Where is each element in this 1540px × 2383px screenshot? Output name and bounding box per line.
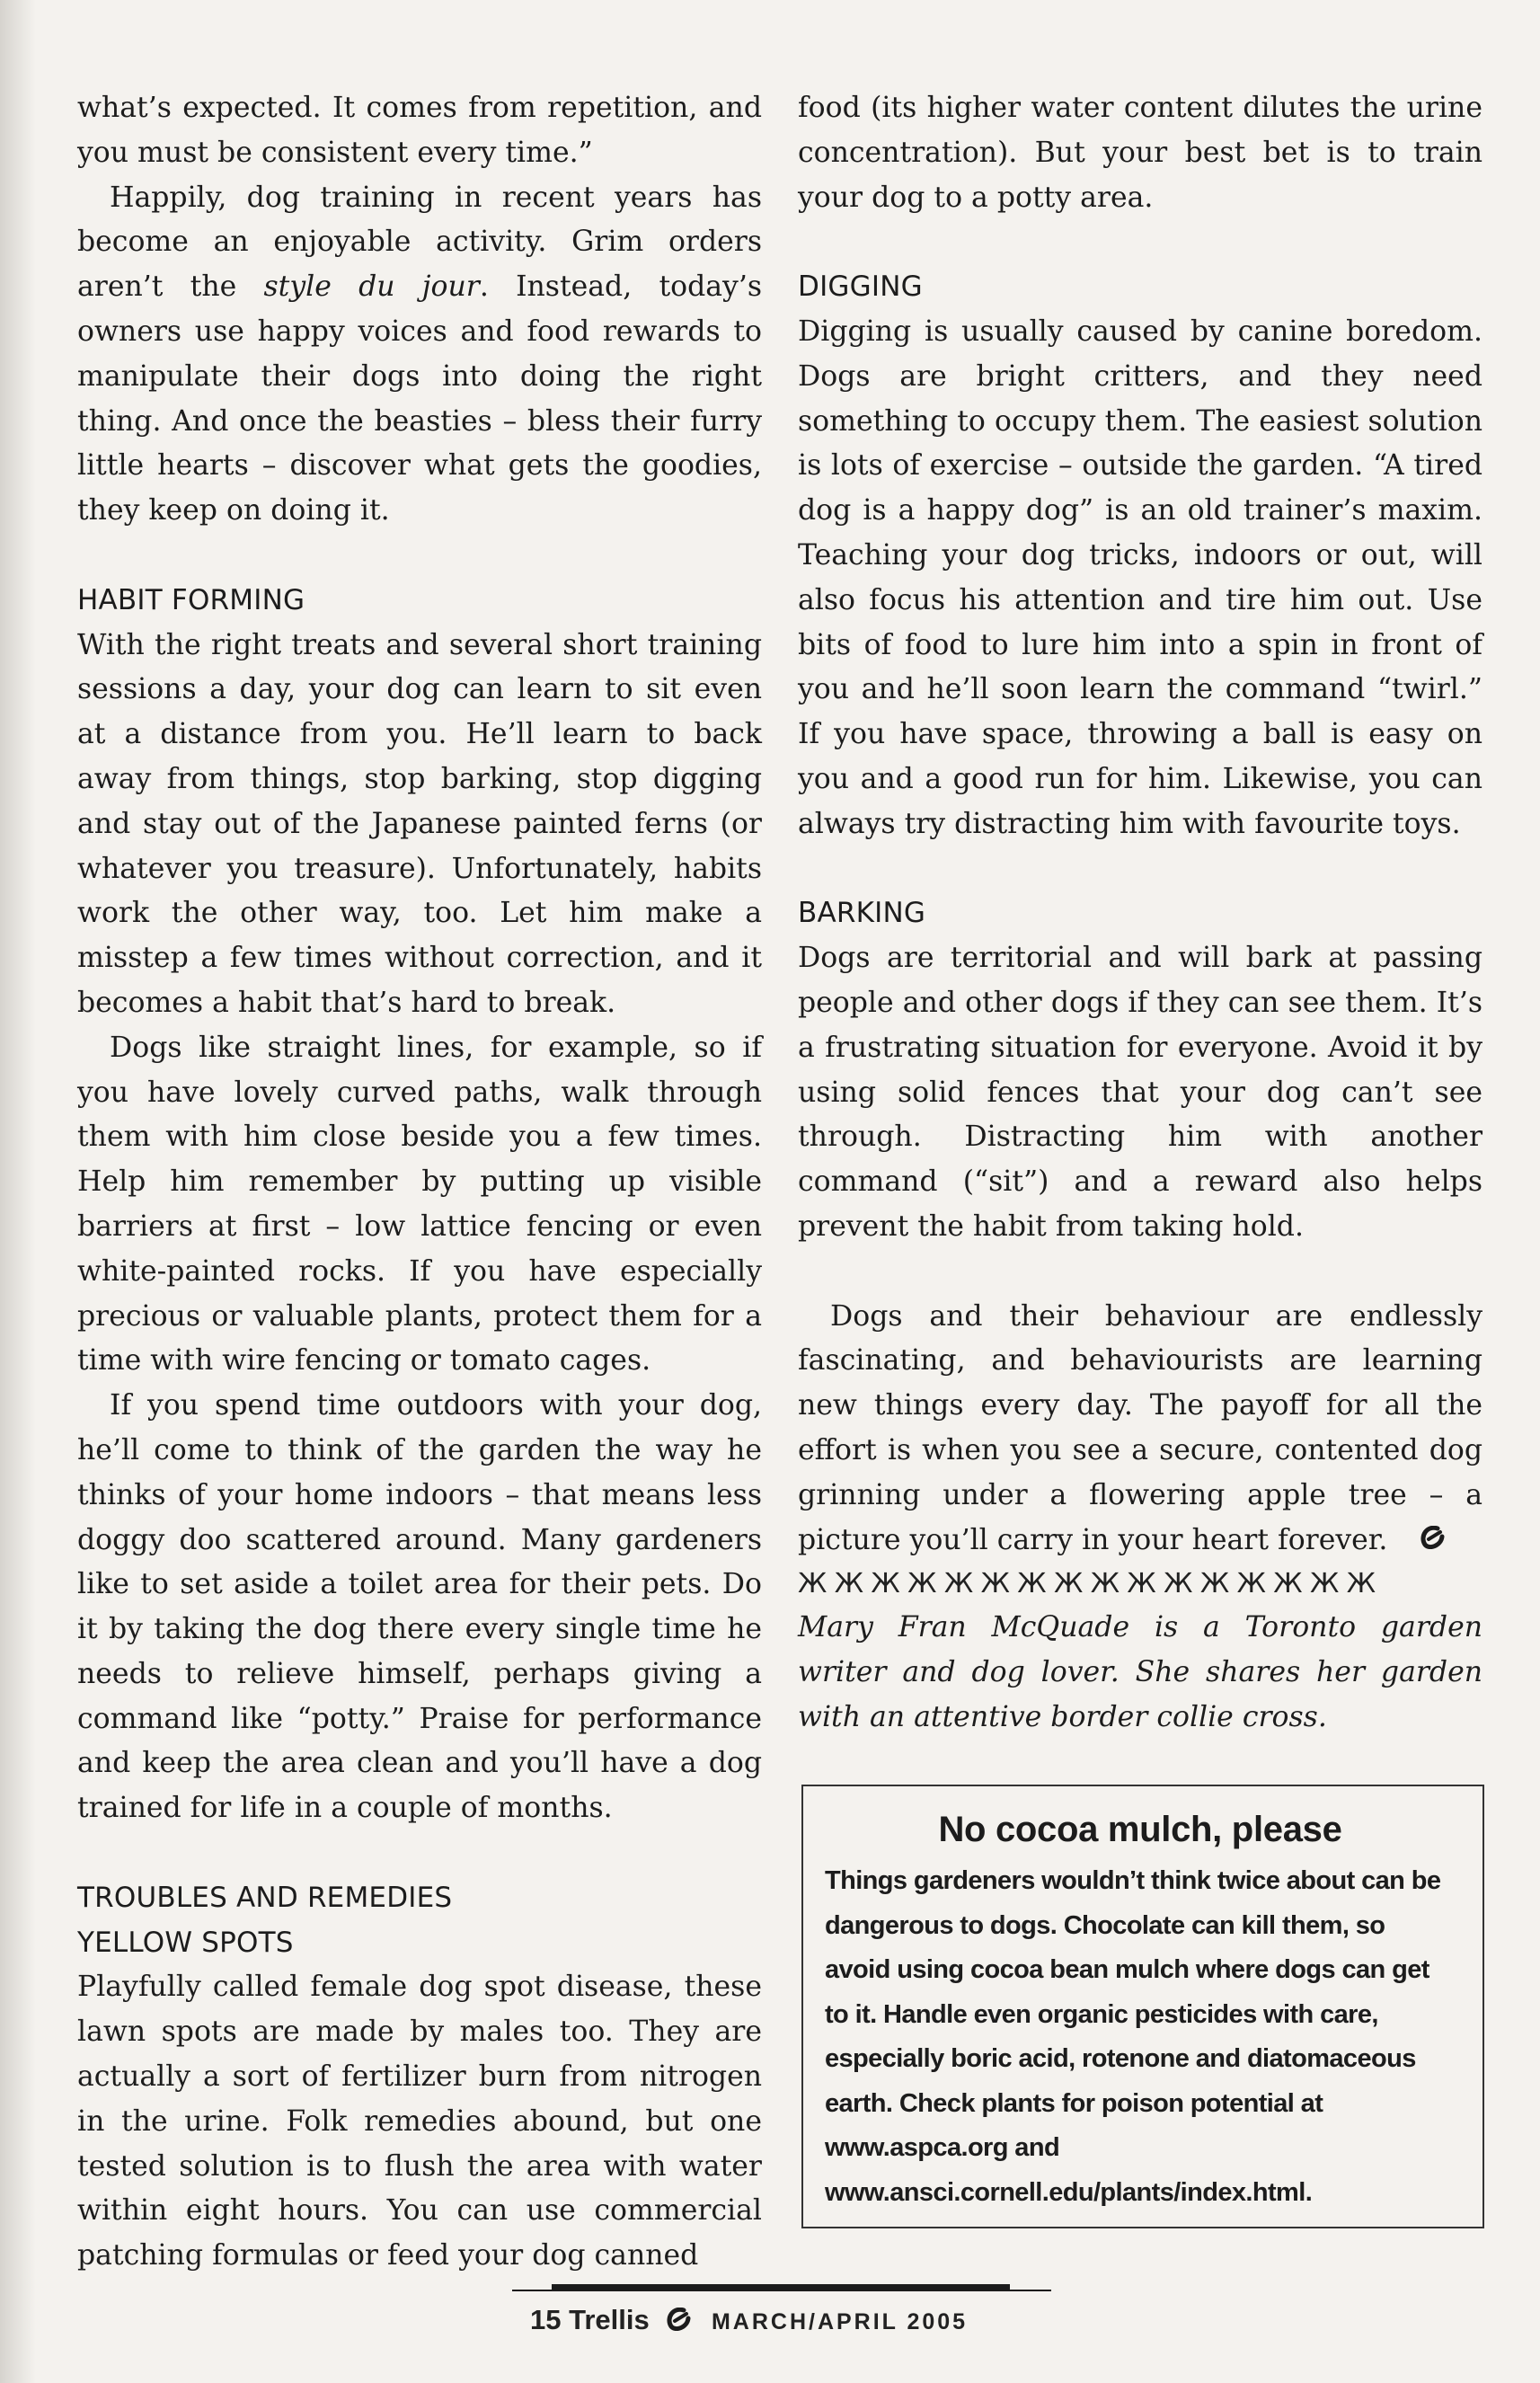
yellow-spots-heading: YELLOW SPOTS (77, 1926, 294, 1959)
training-text-italic: style du jour (263, 270, 480, 304)
page-number: 15 (530, 2304, 562, 2335)
habit-paragraph-2: Dogs like straight lines, for example, so if you have lovely curved paths, walk through them with him close beside you a few times. Help him remember by putting up visible barriers at first – low lattice fencing or even white-painted rocks. If you have especially precious or valuable plants, protect them for a time with wire fencing or tomato cages. (77, 1031, 762, 1378)
closing-paragraph (798, 1295, 1482, 1564)
right-column (798, 86, 1482, 1741)
yellow-spots-paragraph: Playfully called female dog spot disease, these lawn spots are made by males too. They are actually a sort of fertilizer burn from nitrogen in the urine. Folk remedies abound, but one tested solution is to flush the area with water within eight hours. You can use commercial patching formulas or feed your dog canned (77, 1971, 762, 2272)
cocoa-mulch-sidebar (801, 1785, 1484, 2228)
footer-line (530, 2304, 968, 2338)
author-bio: Mary Fran McQuade is a Toronto garden writer and dog lover. She shares her garden with an attentive border collie cross. (798, 1611, 1482, 1733)
page-binding-shadow (0, 0, 36, 2383)
training-text-end: . Instead, today’s owners use happy voices and food rewards to manipulate their dogs into doing the right thing. And once the beasties – bless their furry little hearts – discover what gets the goodies, they keep on doing it. (77, 270, 762, 527)
training-text-start: Happily, dog training in recent years has become an enjoyable activity. Grim orders aren’t the (77, 181, 762, 304)
ornament-divider-icon: ЖЖЖЖЖЖЖЖЖЖЖЖЖЖЖЖ (798, 1568, 1384, 1600)
troubles-heading: TROUBLES AND REMEDIES (77, 1881, 453, 1914)
magazine-name: Trellis (569, 2304, 650, 2335)
issue-date: MARCH/APRIL 2005 (711, 2309, 969, 2334)
training-paragraph (77, 176, 762, 534)
habit-paragraph-1: With the right treats and several short training sessions a day, your dog can learn to sit even at a distance from you. He’ll learn to back away from things, stop barking, stop digging and stay out of the Japanese painted ferns (or whatever you treasure). Unfortunately, habits work the other way, too. Let him make a misstep a few times without correction, and it becomes a habit that’s hard to break. (77, 628, 762, 1019)
sidebar-body: Things gardeners wouldn’t think twice about can be dangerous to dogs. Chocolate can kill them, so avoid using cocoa bean mulch where dogs can get to it. Handle even organic pesticides with care, especially boric acid, rotenone and diatomaceous earth. Check plants for poison potential at www.aspca.org and www.ansci.cornell.edu/plants/index.html. (825, 1866, 1441, 2207)
closing-text: Dogs and their behaviour are endlessly fascinating, and behaviourists are learning new things every day. The payoff for all the effort is when you see a secure, contented dog grinning under a flowering apple tree – a picture you’ll carry in your heart forever. (798, 1299, 1482, 1556)
sidebar-title: No cocoa mulch, please (938, 1810, 1342, 1849)
digging-paragraph: Digging is usually caused by canine boredom. Dogs are bright critters, and they need something to occupy them. The easiest solution is lots of exercise – outside the garden. “A tired dog is a happy dog” is an old trainer’s maxim. Teaching your dog tricks, indoors or out, will also focus his attention and tire him out. Use bits of food to lure him into a spin in front of you and he’ll soon learn the command “twirl.” If you have space, throwing a ball is easy on you and a good run for him. Likewise, you can always try distracting him with favourite toys. (798, 314, 1482, 840)
trellis-logo-icon (666, 2306, 693, 2338)
habit-paragraph-3: If you spend time outdoors with your dog, he’ll come to think of the garden the way he thinks of your home indoors – that means less doggy doo scattered around. Many gardeners like to set aside a toilet area for their pets. Do it by taking the dog there every single time he needs to relieve himself, perhaps giving a command like “potty.” Praise for performance and keep the area clean and you’ll have a dog trained for life in a couple of months. (77, 1389, 762, 1825)
continued-paragraph: what’s expected. It comes from repetition, and you must be consistent every time.” (77, 92, 762, 169)
footer-rule-thin (512, 2290, 1051, 2291)
left-column (77, 86, 762, 2279)
trellis-end-mark-icon (1387, 1519, 1447, 1564)
digging-heading: DIGGING (798, 270, 923, 304)
habit-forming-heading: HABIT FORMING (77, 583, 305, 616)
barking-paragraph: Dogs are territorial and will bark at passing people and other dogs if they can see them. It’s a frustrating situation for everyone. Avoid it by using solid fences that your dog can’t see through. Distracting him with another command (“sit”) and a reward also helps prevent the habit from taking hold. (798, 942, 1482, 1243)
barking-heading: BARKING (798, 897, 926, 930)
continued-paragraph-right: food (its higher water content dilutes the urine concentration). But your best bet is to train your dog to a potty area. (798, 92, 1482, 214)
